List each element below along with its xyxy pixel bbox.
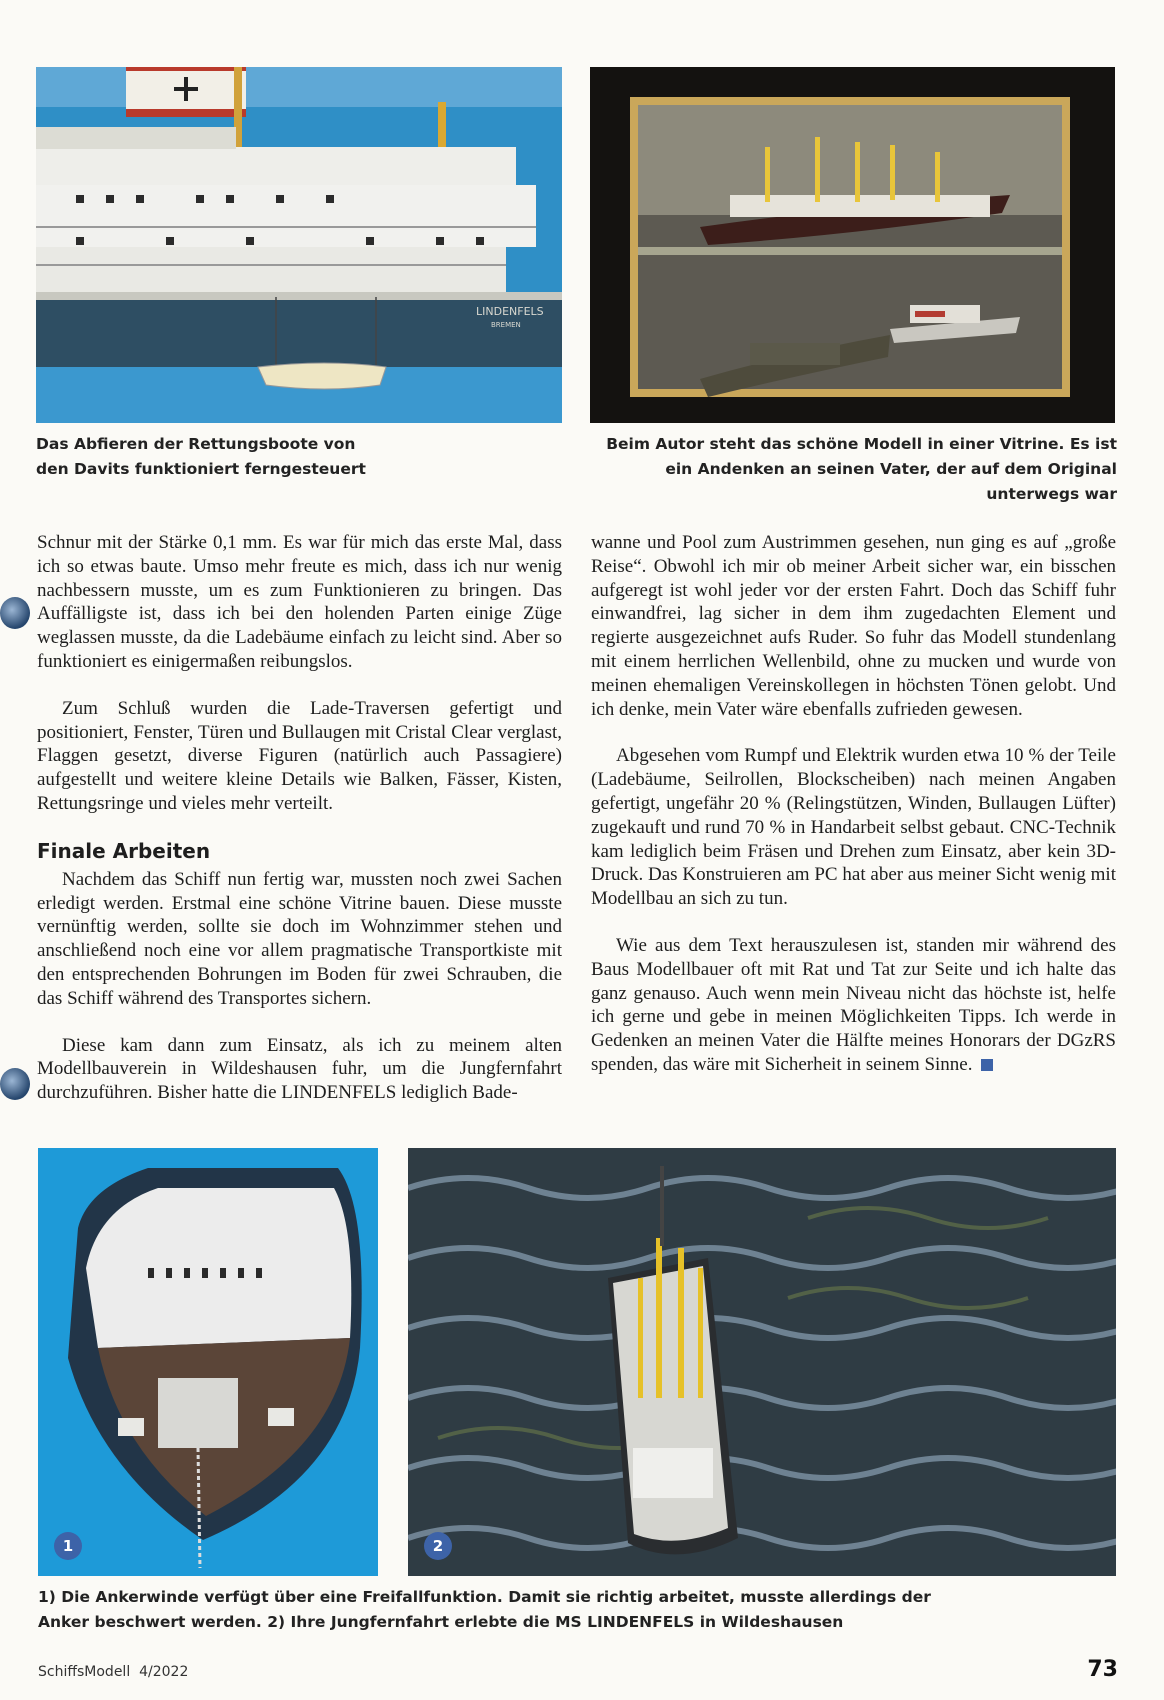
caption-display-case-photo: Beim Autor steht das schöne Modell in einer Vitrine. Es ist ein Andenken an seinen Vater, der auf dem Original unterwegs war (606, 435, 1117, 503)
page-number: 73 (1087, 1657, 1118, 1682)
paragraph: Schnur mit der Stärke 0,1 mm. Es war für mich das erste Mal, dass ich so etwas baute. Umso mehr freute es mich, dass ich nur wenig nachbessern musste, um es zum Funktionieren zu bringen. Das Auffälligste ist, dass ich bei den holenden Parten einige Züge weglassen musste, da die Ladebäume einfach zu leicht sind. Aber so funktioniert es einigermaßen reibungslos. (37, 532, 562, 672)
caption-lifeboat-photo: Das Abfieren der Rettungsboote von den Davits funktioniert ferngesteuert (36, 435, 366, 478)
display-case-illustration (590, 67, 1115, 423)
photo-anchor-winch (38, 1148, 378, 1576)
photo-number-badge: 1 (54, 1532, 82, 1560)
photo-display-case (590, 67, 1115, 423)
paragraph-text: Wie aus dem Text herauszulesen ist, standen mir während des Baus Modellbauer oft mit Rat und Tat zur Seite und ich halte das ganz genauso. Auch wenn mein Niveau nicht das höchste ist, helfe ich gerne und gebe in meinen Möglichkeiten Tipps. Ich werde in Gedenken an meinen Vater die Hälfte meines Honorars der DGzRS spenden, das wäre mit Sicherheit in seinem Sinne. (591, 934, 1116, 1075)
article-end-mark (981, 1059, 993, 1071)
caption-bottom-photos: 1) Die Ankerwinde verfügt über eine Freifallfunktion. Damit sie richtig arbeitet, musste allerdings der Anker beschwert werden. 2) Ihre Jungfernfahrt erlebte die MS LINDENFELS in Wildeshausen (38, 1588, 931, 1631)
article-column-right (591, 531, 1116, 1077)
photo-number-badge: 2 (424, 1532, 452, 1560)
section-heading: Finale Arbeiten (37, 838, 211, 863)
page-edge-marker (0, 597, 30, 629)
paragraph: Abgesehen vom Rumpf und Elektrik wurden etwa 10 % der Teile (Ladebäume, Seilrollen, Blockscheiben) nach meinen Angaben gefertigt, ungefähr 20 % (Relingstützen, Winden, Bullaugen Lüfter) zugekauft und rund 70 % in Handarbeit selbst gebaut. CNC-Technik kam lediglich beim Fräsen und Drehen zum Einsatz, aber kein 3D-Druck. Das Konstruieren am PC hat aber aus meiner Sicht wenig mit Modellbau an sich zu tun. (591, 745, 1116, 910)
hull-port-label: BREMEN (491, 321, 521, 329)
hull-name-label: LINDENFELS (476, 305, 544, 318)
paragraph: wanne und Pool zum Austrimmen gesehen, nun ging es auf „große Reise“. Obwohl ich mir ob meiner Arbeit sicher war, ein bisschen aufgeregt ist wohl jeder vor der ersten Fahrt. Doch das Schiff fuhr einwandfrei, lag sicher in dem ihm zugedachten Element und regierte ausgezeichnet aufs Ruder. So fuhr das Modell stundenlang mit einem herrlichen Wellenbild, ohne zu mucken und wurde von meinen ehemaligen Vereinskollegen in höchsten Tönen gelobt. Und ich denke, mein Vater wäre ebenfalls zufrieden gewesen. (591, 532, 1116, 720)
photo-lifeboat-davits (36, 67, 562, 423)
paragraph: Zum Schluß wurden die Lade-Traversen gefertigt und positioniert, Fenster, Türen und Bullaugen mit Cristal Clear verglast, Flaggen gesetzt, diverse Figuren (natürlich auch Passagiere) aufgestellt und weitere kleine Details wie Balken, Fässer, Kisten, Rettungsringe und vieles mehr verteilt. (37, 697, 562, 814)
anchor-winch-illustration (38, 1148, 378, 1576)
magazine-issue: SchiffsModell 4/2022 (38, 1664, 189, 1680)
paragraph: Diese kam dann zum Einsatz, als ich zu meinem alten Modellbauverein in Wildeshausen fuhr, um die Jungfernfahrt durchzuführen. Bisher hatte die LINDENFELS lediglich Bade- (37, 1034, 562, 1104)
paragraph (591, 934, 1116, 1077)
page-edge-marker (0, 1068, 30, 1100)
maiden-voyage-illustration (408, 1148, 1116, 1576)
paragraph: Nachdem das Schiff nun fertig war, mussten noch zwei Sachen erledigt werden. Erstmal eine schöne Vitrine bauen. Diese musste vernünftig werden, sollte sie doch im Wohnzimmer stehen und anschließend noch eine vor allem pragmatische Transportkiste mit den entsprechenden Bohrungen im Boden für zwei Schrauben, die das Schiff während des Transportes sichern. (37, 868, 562, 1009)
lifeboat-ship-illustration (36, 67, 562, 423)
article-column-left (37, 531, 562, 1105)
photo-maiden-voyage (408, 1148, 1116, 1576)
